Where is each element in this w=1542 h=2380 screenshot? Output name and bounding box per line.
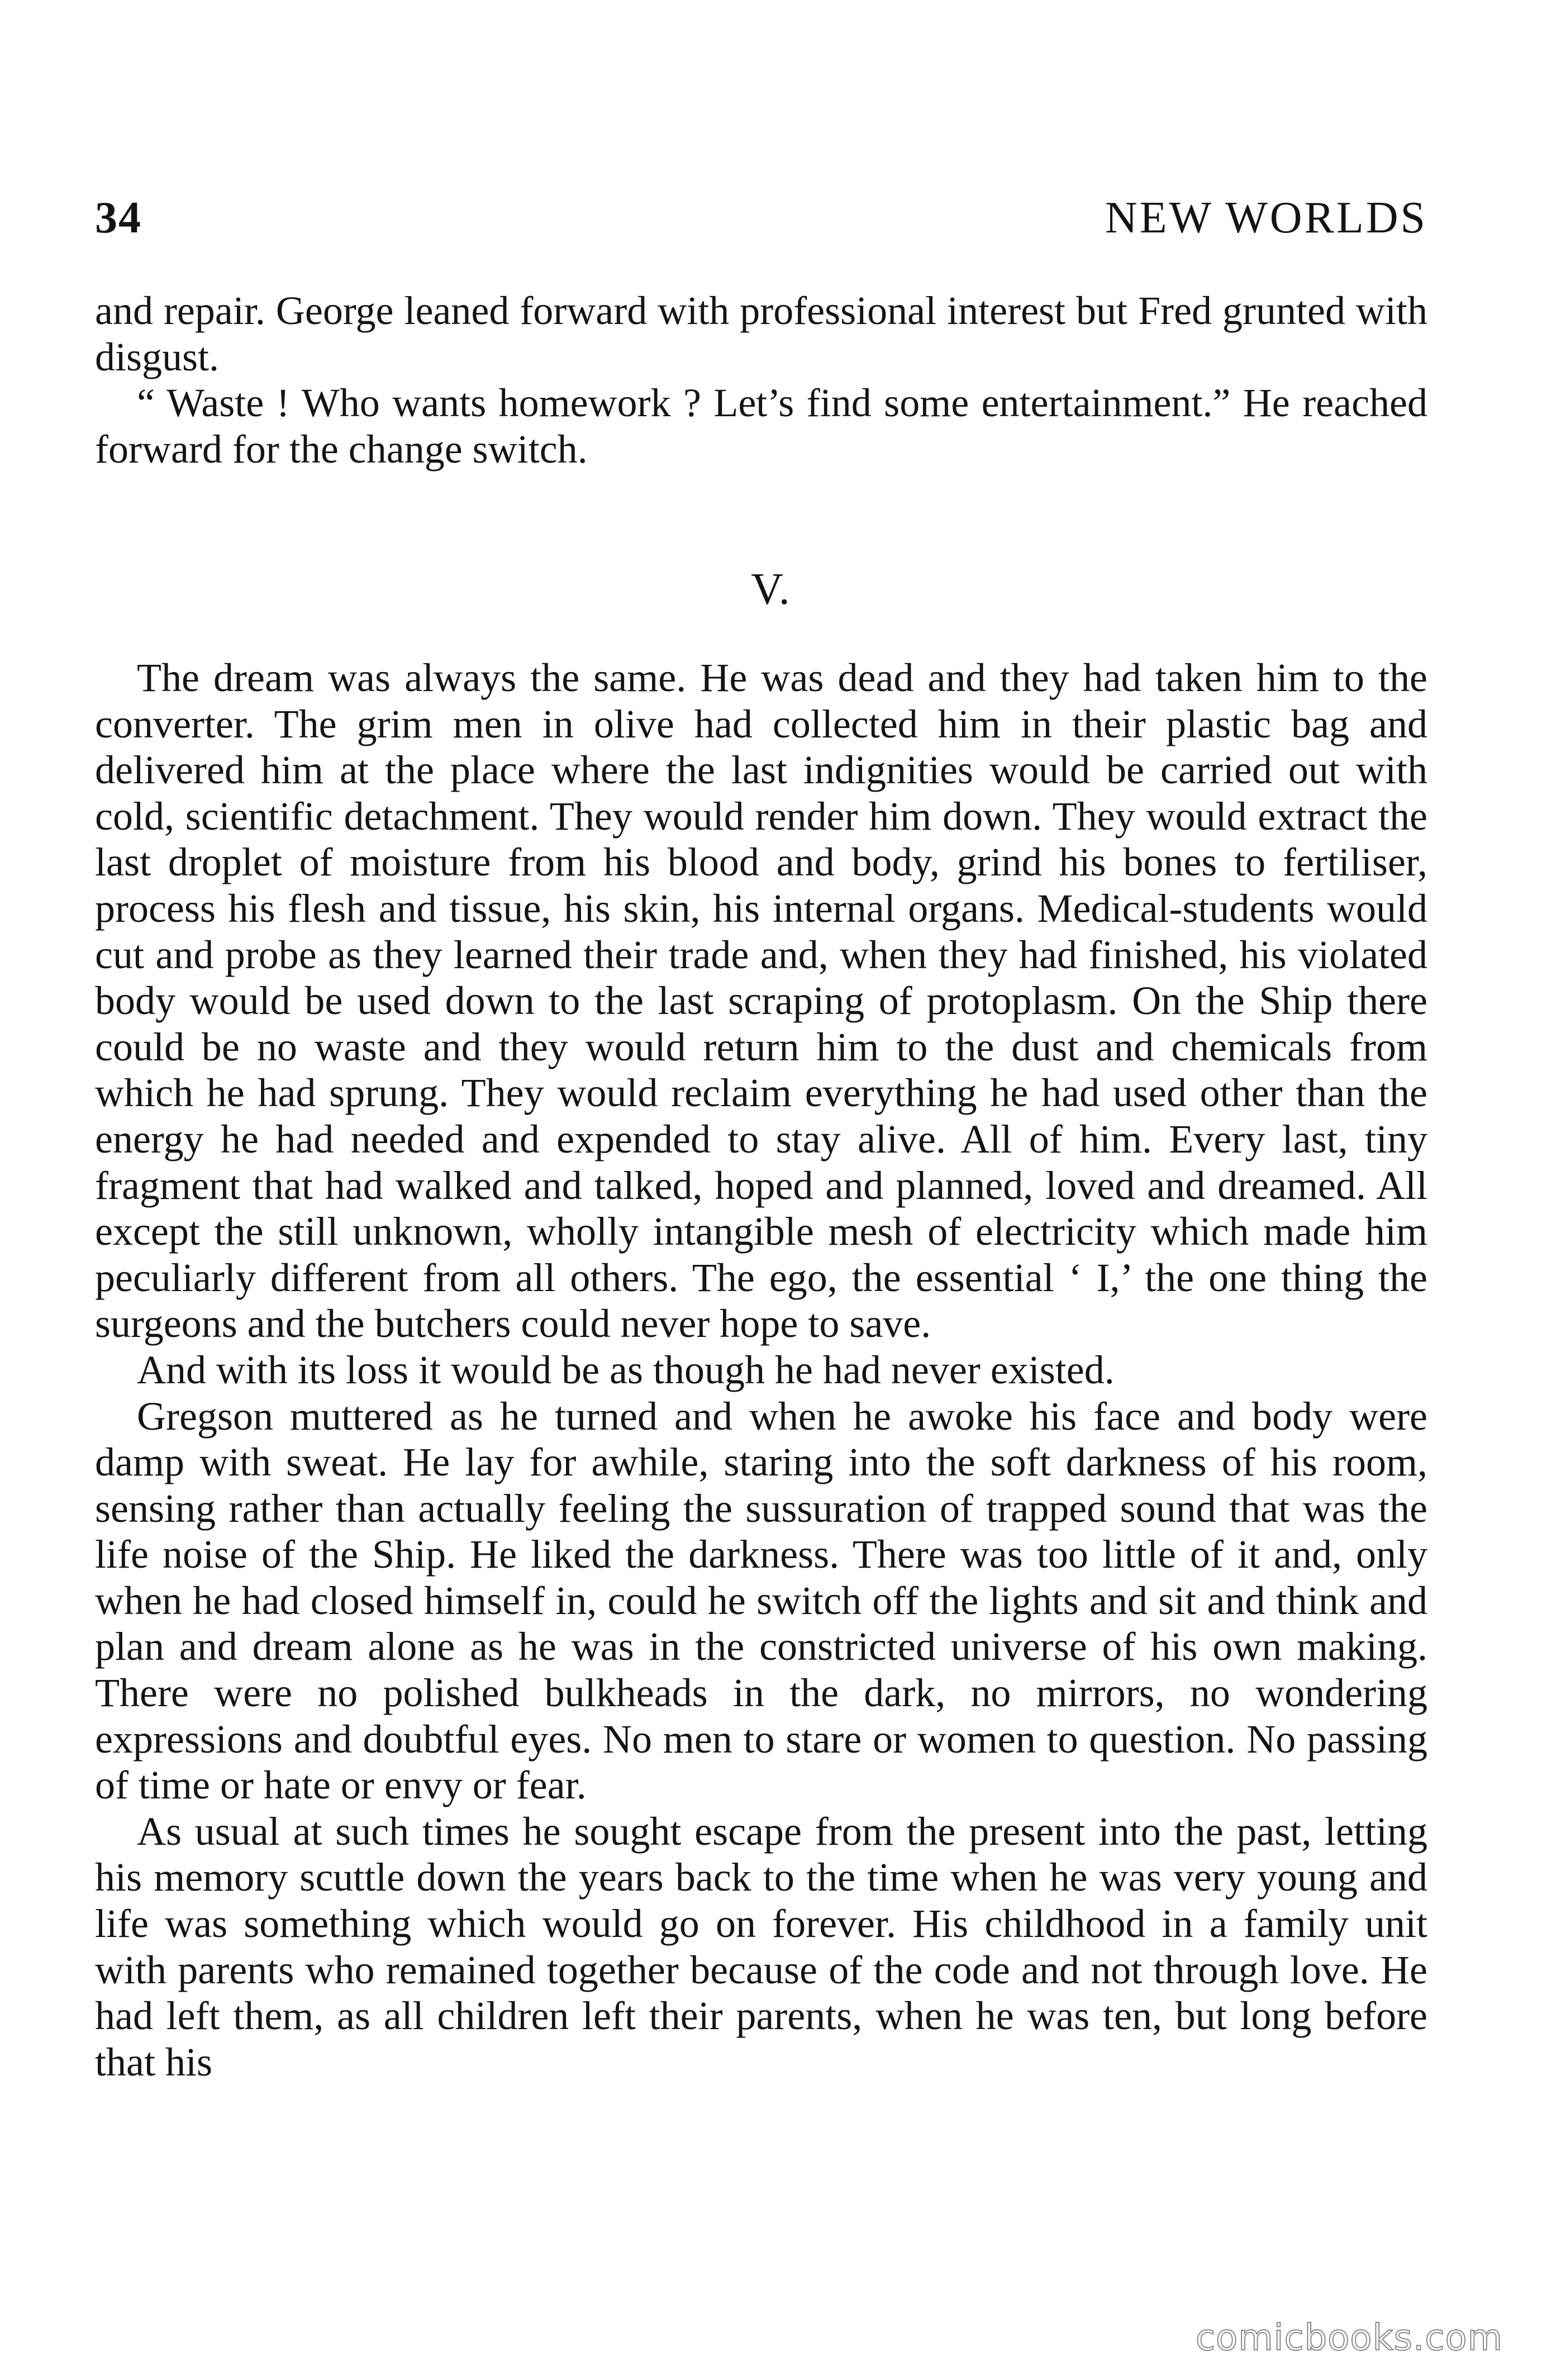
page-header xyxy=(95,190,1427,246)
paragraph: Gregson muttered as he turned and when he awoke his face and body were damp with sweat. He lay for awhile, staring into the soft darkness of his room, sensing rather than actually feeling the sussuration of trapped sound that was the life noise of the Ship. He liked the darkness. There was too little of it and, only when he had closed himself in, could he switch off the lights and sit and think and plan and dream alone as he was in the constricted universe of his own making. There were no polished bulkheads in the dark, no mirrors, no wondering expressions and doubtful eyes. No men to stare or women to question. No passing of time or hate or envy or fear. xyxy=(95,1393,1427,1808)
page-number: 34 xyxy=(95,193,142,242)
paragraph: And with its loss it would be as though he had never existed. xyxy=(137,1347,1115,1392)
paragraph: “ Waste ! Who wants homework ? Let’s find some entertainment.” He reached forward for the change switch. xyxy=(95,380,1427,472)
paragraph: As usual at such times he sought escape from the present into the past, letting his memory scuttle down the years back to the time when he was very young and life was something which would go on forever. His childhood in a family unit with parents who remained together because of the code and not through love. He had left them, as all children left their parents, when he was ten, but long before that his xyxy=(95,1808,1427,2084)
section-body xyxy=(95,655,1427,2085)
running-head: NEW WORLDS xyxy=(1105,193,1427,242)
watermark: comicbooks.com xyxy=(1195,2317,1503,2359)
continued-text xyxy=(95,288,1427,472)
paragraph: The dream was always the same. He was dead and they had taken him to the converter. The grim men in olive had collected him in their plastic bag and delivered him at the place where the last indignities would be carried out with cold, scientific detachment. They would render him down. They would extract the last droplet of moisture from his blood and body, grind his bones to fertiliser, process his flesh and tissue, his skin, his internal organs. Medical-students would cut and probe as they learned their trade and, when they had finished, his violated body would be used down to the last scraping of protoplasm. On the Ship there could be no waste and they would return him to the dust and chemicals from which he had sprung. They would reclaim everything he had used other than the energy he had needed and expended to stay alive. All of him. Every last, tiny fragment that had walked and talked, hoped and planned, loved and dreamed. All except the still unknown, wholly intangible mesh of electricity which made him peculiarly different from all others. The ego, the essential ‘ I,’ the one thing the surgeons and the butchers could never hope to save. xyxy=(95,655,1427,1346)
section-heading: V. xyxy=(751,565,791,614)
paragraph: and repair. George leaned forward with professional interest but Fred grunted with disgust. xyxy=(95,288,1427,379)
